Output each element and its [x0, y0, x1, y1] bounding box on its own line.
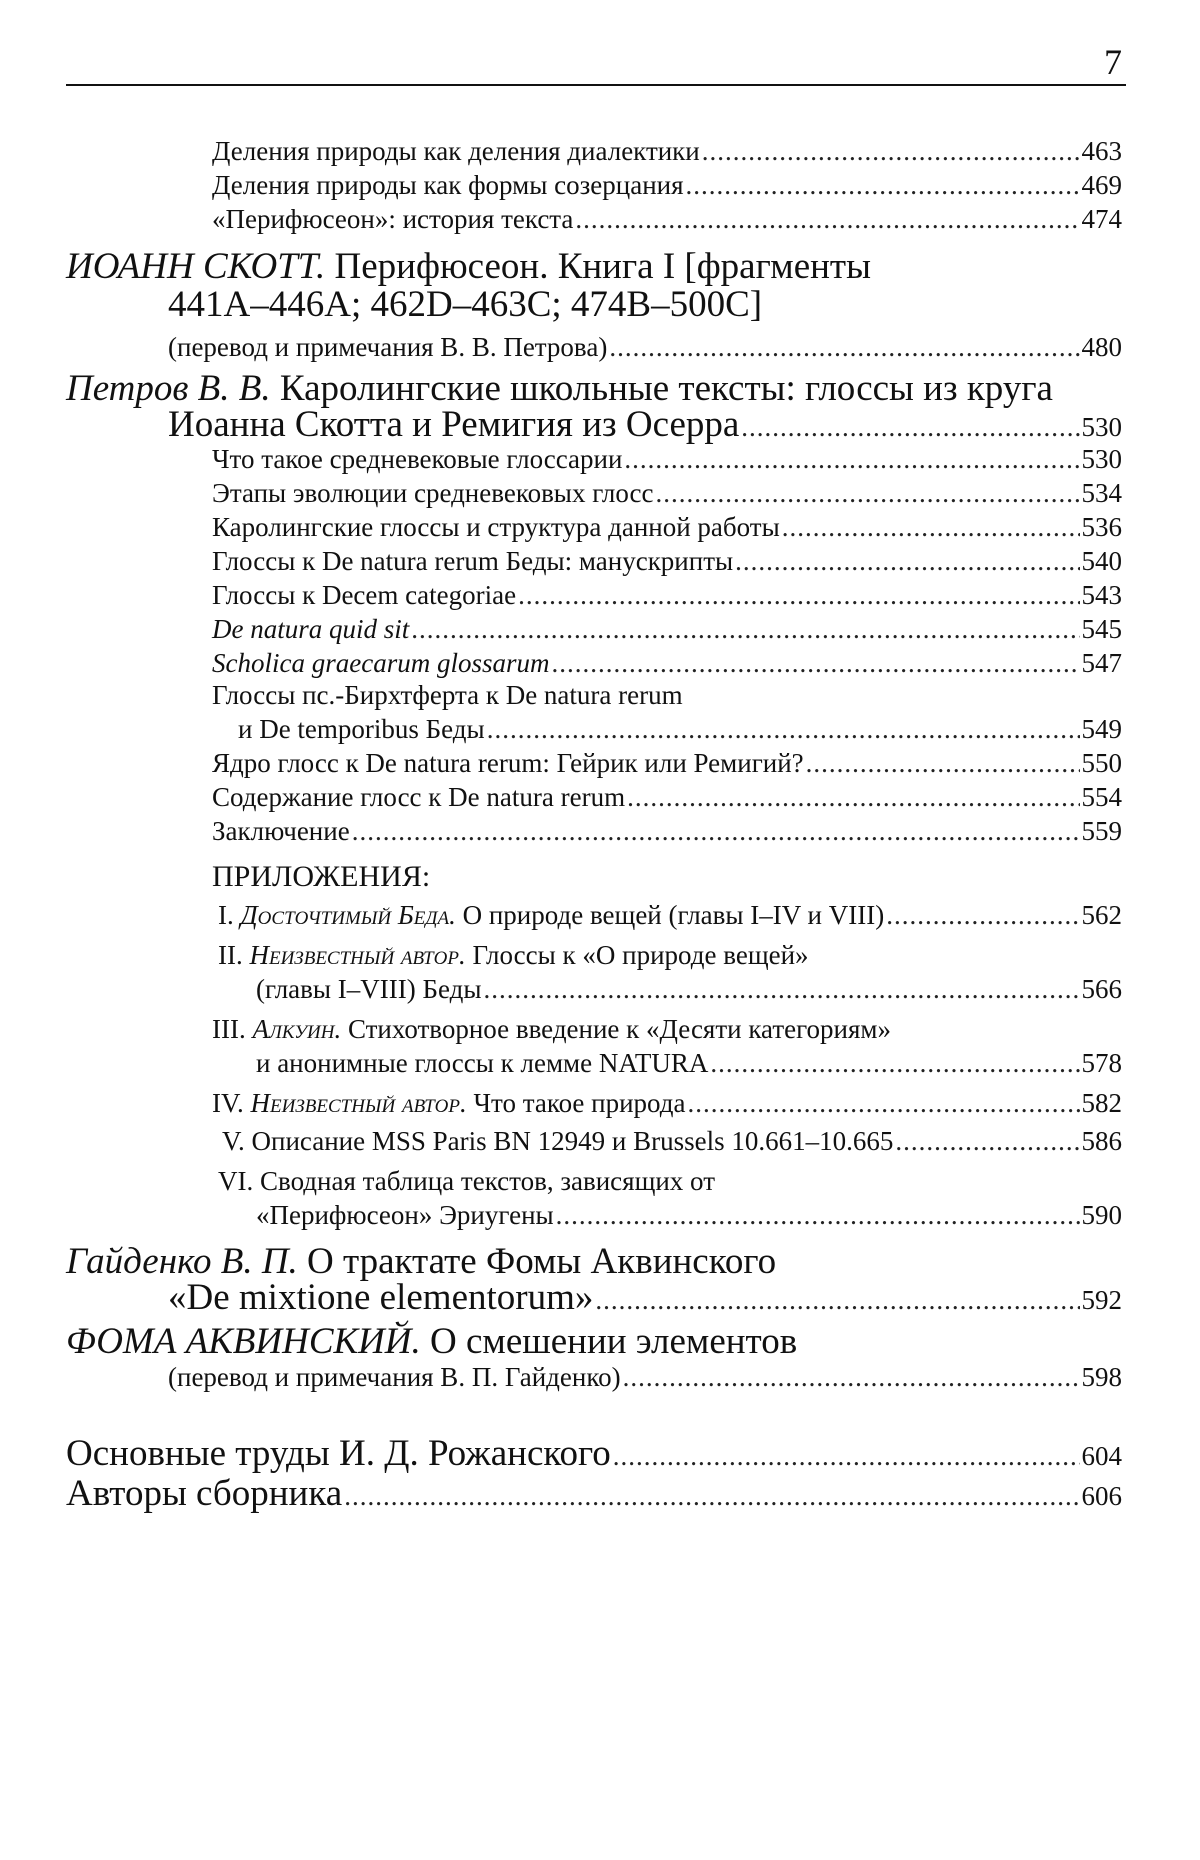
toc-main-entry[interactable] — [66, 1320, 797, 1363]
entry-page: 480 — [1081, 332, 1122, 362]
entry-title: Каролингские школьные тексты: глоссы из круга — [279, 368, 1053, 409]
entry-author: Петров В. В. — [66, 368, 271, 409]
entry-page: 550 — [1081, 748, 1122, 778]
entry-author: Неизвестный автор. — [250, 1088, 467, 1118]
appendix-number: II. — [218, 940, 243, 970]
entry-title: Деления природы как деления диалектики — [212, 136, 700, 166]
entry-title: Что такое природа — [473, 1088, 686, 1118]
toc-entry[interactable] — [212, 816, 1122, 847]
appendix-entry[interactable] — [212, 1088, 1122, 1119]
toc-entry[interactable] — [212, 614, 1122, 645]
toc-entry[interactable] — [212, 748, 1122, 779]
toc-entry[interactable] — [66, 1472, 1122, 1515]
entry-title: Каролингские глоссы и структура данной работы — [212, 512, 780, 542]
entry-page: 566 — [1081, 974, 1122, 1004]
entry-page: 463 — [1081, 136, 1122, 166]
entry-title: Деления природы как формы созерцания — [212, 170, 684, 200]
toc-entry[interactable] — [212, 512, 1122, 543]
entry-title-continued: Иоанна Скотта и Ремигия из Осерра — [168, 404, 740, 445]
appendix-number: V. — [222, 1126, 245, 1156]
entry-page: 604 — [1081, 1441, 1122, 1471]
entry-page: 530 — [1081, 444, 1122, 474]
appendix-entry[interactable] — [218, 900, 1122, 931]
entry-title: Сводная таблица текстов, зависящих от — [260, 1166, 716, 1196]
entry-title: Перифюсеон. Книга I [фрагменты — [334, 246, 871, 287]
appendix-number: I. — [218, 900, 234, 930]
entry-page: 562 — [1081, 900, 1122, 930]
entry-title: Этапы эволюции средневековых глосс — [212, 478, 654, 508]
entry-title: Глоссы к De natura rerum Беды: манускрипты — [212, 546, 734, 576]
entry-title: Содержание глосс к De natura rerum — [212, 782, 626, 812]
entry-title: Глоссы к «О природе вещей» — [472, 940, 809, 970]
entry-title-continued: «Перифюсеон» Эриугены — [256, 1200, 554, 1230]
entry-page: 536 — [1081, 512, 1122, 542]
appendix-number: VI. — [218, 1166, 254, 1196]
appendix-entry[interactable] — [212, 1014, 891, 1045]
toc-entry[interactable] — [256, 1200, 1122, 1231]
entry-title: Глоссы пс.-Бирхтферта к De natura rerum — [212, 680, 683, 710]
toc-entry[interactable] — [212, 136, 1122, 167]
entry-title: Глоссы к Decem categoriae — [212, 580, 517, 610]
entry-page: 543 — [1081, 580, 1122, 610]
toc-entry[interactable] — [256, 1048, 1122, 1079]
toc-main-entry[interactable] — [66, 245, 871, 288]
entry-title-continued: 441A–446A; 462D–463C; 474B–500C] — [168, 284, 763, 325]
entry-title: О трактате Фомы Аквинского — [307, 1241, 777, 1282]
toc-entry[interactable] — [168, 332, 1122, 363]
toc-entry[interactable] — [212, 580, 1122, 611]
entry-page: 530 — [1081, 412, 1122, 442]
entry-title-continued: (перевод и примечания В. П. Гайденко) — [168, 1362, 621, 1392]
entry-title-continued: и De temporibus Беды — [238, 714, 485, 744]
entry-title: О природе вещей (главы I–IV и VIII) — [462, 900, 885, 930]
entry-title: (перевод и примечания В. В. Петрова) — [168, 332, 608, 362]
entry-page: 606 — [1081, 1481, 1122, 1511]
appendix-number: IV. — [212, 1088, 244, 1118]
entry-page: 474 — [1081, 204, 1122, 234]
toc-entry[interactable] — [212, 546, 1122, 577]
entry-title: Ядро глосс к De natura rerum: Гейрик или Ремигий? — [212, 748, 804, 778]
entry-title: Основные труды И. Д. Рожанского — [66, 1433, 611, 1474]
appendix-number: III. — [212, 1014, 246, 1044]
entry-author: Досточтимый Беда. — [240, 900, 456, 930]
entry-page: 545 — [1081, 614, 1122, 644]
appendix-entry[interactable] — [222, 1126, 1122, 1157]
entry-page: 534 — [1081, 478, 1122, 508]
toc-entry[interactable] — [168, 403, 1122, 446]
entry-page: 469 — [1081, 170, 1122, 200]
toc-entry[interactable] — [212, 204, 1122, 235]
toc-entry[interactable] — [212, 444, 1122, 475]
entry-author: Гайденко В. П. — [66, 1241, 298, 1282]
entry-title: De natura quid sit — [212, 614, 410, 644]
entry-page: 590 — [1081, 1200, 1122, 1230]
toc-entry[interactable] — [256, 974, 1122, 1005]
entry-title-continued: (главы I–VIII) Беды — [256, 974, 482, 1004]
entry-author: Неизвестный автор. — [249, 940, 466, 970]
entry-page: 559 — [1081, 816, 1122, 846]
entry-title: Авторы сборника — [66, 1473, 343, 1514]
entry-page: 586 — [1081, 1126, 1122, 1156]
header-rule — [66, 84, 1126, 86]
toc-entry[interactable] — [66, 1432, 1122, 1475]
entry-page: 549 — [1081, 714, 1122, 744]
toc-entry[interactable] — [238, 714, 1122, 745]
appendix-entry[interactable] — [218, 1166, 715, 1197]
toc-entry[interactable] — [168, 1276, 1122, 1319]
entry-page: 547 — [1081, 648, 1122, 678]
entry-title: О смешении элементов — [430, 1321, 798, 1362]
entry-title-continued: «De mixtione elementorum» — [168, 1277, 594, 1318]
entry-title: Что такое средневековые глоссарии — [212, 444, 623, 474]
entry-author: ИОАНН СКОТТ. — [66, 246, 326, 287]
entry-page: 598 — [1081, 1362, 1122, 1392]
entry-title: «Перифюсеон»: история текста — [212, 204, 574, 234]
entry-author: Алкуин. — [252, 1014, 342, 1044]
entry-author: ФОМА АКВИНСКИЙ. — [66, 1321, 421, 1362]
entry-page: 582 — [1081, 1088, 1122, 1118]
toc-entry[interactable] — [212, 648, 1122, 679]
appendices-heading: ПРИЛОЖЕНИЯ: — [212, 860, 431, 893]
toc-entry[interactable] — [168, 1362, 1122, 1393]
entry-page: 578 — [1081, 1048, 1122, 1078]
entry-page: 540 — [1081, 546, 1122, 576]
toc-entry[interactable] — [212, 782, 1122, 813]
appendix-entry[interactable] — [218, 940, 809, 971]
entry-title: Заключение — [212, 816, 350, 846]
entry-title-continued: и анонимные глоссы к лемме NATURA — [256, 1048, 709, 1078]
toc-entry[interactable] — [212, 170, 1122, 201]
entry-title: Описание MSS Paris BN 12949 и Brussels 10.661–10.665 — [251, 1126, 894, 1156]
entry-page: 592 — [1081, 1285, 1122, 1315]
page-number: 7 — [1104, 42, 1122, 82]
entry-page: 554 — [1081, 782, 1122, 812]
toc-entry[interactable] — [212, 478, 1122, 509]
entry-title: Стихотворное введение к «Десяти категориям» — [347, 1014, 891, 1044]
entry-title: Scholica graecarum glossarum — [212, 648, 550, 678]
